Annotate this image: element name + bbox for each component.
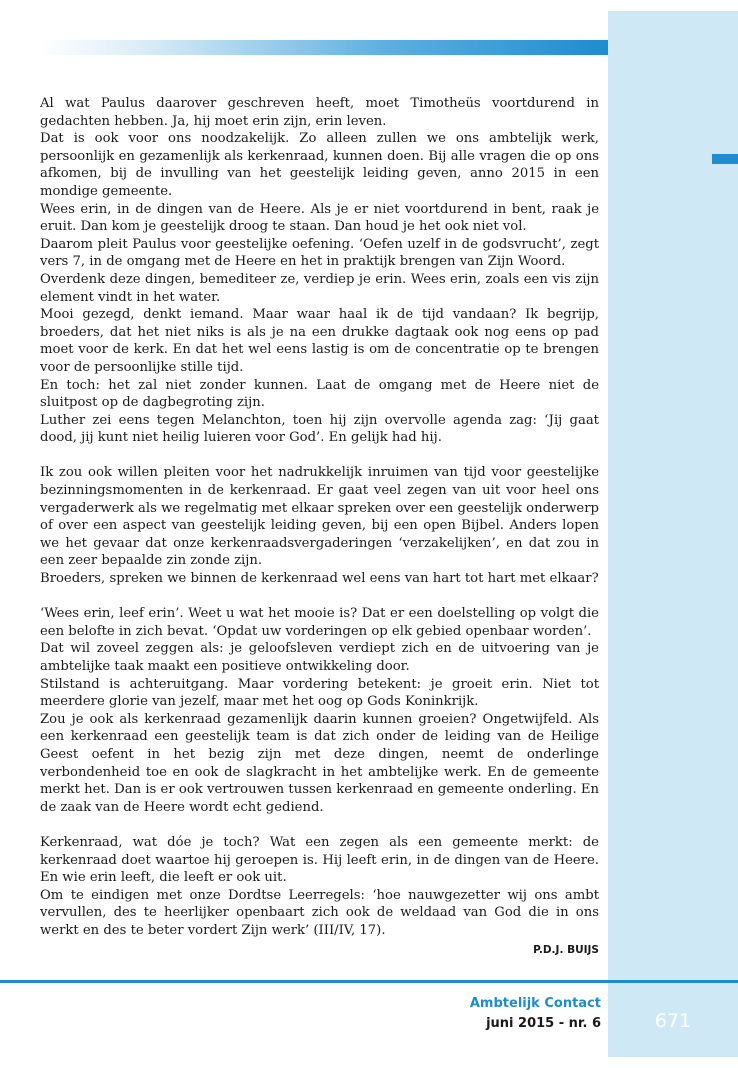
paragraph: Broeders, spreken we binnen de kerkenraad wel eens van hart tot hart met elkaar? — [40, 571, 599, 587]
paragraph: Dat is ook voor ons noodzakelijk. Zo alleen zullen we ons ambtelijk werk, persoonlijk en gezamenlijk als kerkenraad, kunnen doen. Bij alle vragen die op ons afkomen, bij de invulling van het geestelijk leiding geven, anno 2015 in een mondige gemeente. — [40, 131, 599, 199]
page-number: 671 — [654, 1010, 692, 1032]
article-body — [40, 95, 599, 959]
footer-rule — [0, 980, 738, 983]
paragraph: Luther zei eens tegen Melanchton, toen hij zijn overvolle agenda zag: ‘Jij gaat dood, jij kunt niet heilig luieren voor God’. En gelijk had hij. — [40, 412, 599, 446]
paragraph: Wees erin, in de dingen van de Heere. Als je er niet voortdurend in bent, raak je eruit. Dan kom je geestelijk droog te staan. Dan houd je het ook niet vol. — [40, 201, 599, 235]
paragraph: Ik zou ook willen pleiten voor het nadrukkelijk inruimen van tijd voor geestelijke bezinningsmomenten in de kerkenraad. Er gaat veel zegen van uit voor heel ons vergaderwerk als we regelmatig met elkaar spreken over een geestelijk onderwerp of over een aspect van geestelijk leiding geven, bij een open Bijbel. Anders lopen we het gevaar dat onze kerkenraadsvergaderingen ‘verzakelijken’, en dat zou in een zeer bepaalde zin zonde zijn. — [40, 465, 599, 569]
paragraph: Daarom pleit Paulus voor geestelijke oefening. ‘Oefen uzelf in de godsvrucht’, zegt vers 7, in de omgang met de Heere en het in praktijk brengen van Zijn Woord. — [40, 236, 599, 270]
header-gradient-bar — [40, 40, 608, 55]
paragraph: Zou je ook als kerkenraad gezamenlijk daarin kunnen groeien? Ongetwijfeld. Als een kerkenraad een geestelijk team is dat zich onder de leiding van de Heilige Geest oefent in het bezig zijn met deze dingen, neemt de onderlinge verbondenheid toe en ook de slagkracht in het ambtelijke werk. En de gemeente merkt het. Dan is er ook vertrouwen tussen kerkenraad en gemeente onderling. En de zaak van de Heere wordt echt gediend. — [40, 711, 599, 815]
issue-label: juni 2015 - nr. 6 — [486, 1016, 601, 1031]
paragraph: Stilstand is achteruitgang. Maar vordering betekent: je groeit erin. Niet tot meerdere glorie van jezelf, maar met het oog op Gods Koninkrijk. — [40, 676, 599, 710]
side-marker — [712, 154, 738, 164]
magazine-title: Ambtelijk Contact — [469, 996, 601, 1011]
paragraph: Dat wil zoveel zeggen als: je geloofsleven verdiept zich en de uitvoering van je ambtelijke taak maakt een positieve ontwikkeling door. — [40, 641, 599, 674]
paragraph: Om te eindigen met onze Dordtse Leerregels: ‘hoe nauwgezetter wij ons ambt vervullen, des te heerlijker openbaart zich ook de weldaad van God die in ons werkt en des te beter vordert Zijn werk’ (III/IV, 17). — [40, 887, 599, 938]
side-band — [608, 11, 738, 1057]
paragraph: Mooi gezegd, denkt iemand. Maar waar haal ik de tijd vandaan? Ik begrijp, broeders, dat het niet niks is als je na een drukke dagtaak ook nog eens op pad moet voor de kerk. En dat het wel eens lastig is om de concentratie op te brengen voor de persoonlijke stille tijd. — [40, 307, 599, 375]
paragraph: ‘Wees erin, leef erin’. Weet u wat het mooie is? Dat er een doelstelling op volgt die een belofte in zich bevat. ‘Opdat uw vorderingen op elk gebied openbaar worden’. — [40, 606, 599, 639]
paragraph: Al wat Paulus daarover geschreven heeft, moet Timotheüs voortdurend in gedachten hebben. Ja, hij moet erin zijn, erin leven. — [40, 96, 599, 129]
paragraph: Kerkenraad, wat dóe je toch? Wat een zegen als een gemeente merkt: de kerkenraad doet waartoe hij geroepen is. Hij leeft erin, in de dingen van de Heere. En wie erin leeft, die leeft er ook uit. — [40, 834, 599, 886]
author-signature: P.D.J. BUIJS — [533, 943, 599, 956]
paragraph: En toch: het zal niet zonder kunnen. Laat de omgang met de Heere niet de sluitpost op de dagbegroting zijn. — [40, 377, 599, 411]
paragraph: Overdenk deze dingen, bemediteer ze, verdiep je erin. Wees erin, zoals een vis zijn element vindt in het water. — [40, 271, 599, 305]
